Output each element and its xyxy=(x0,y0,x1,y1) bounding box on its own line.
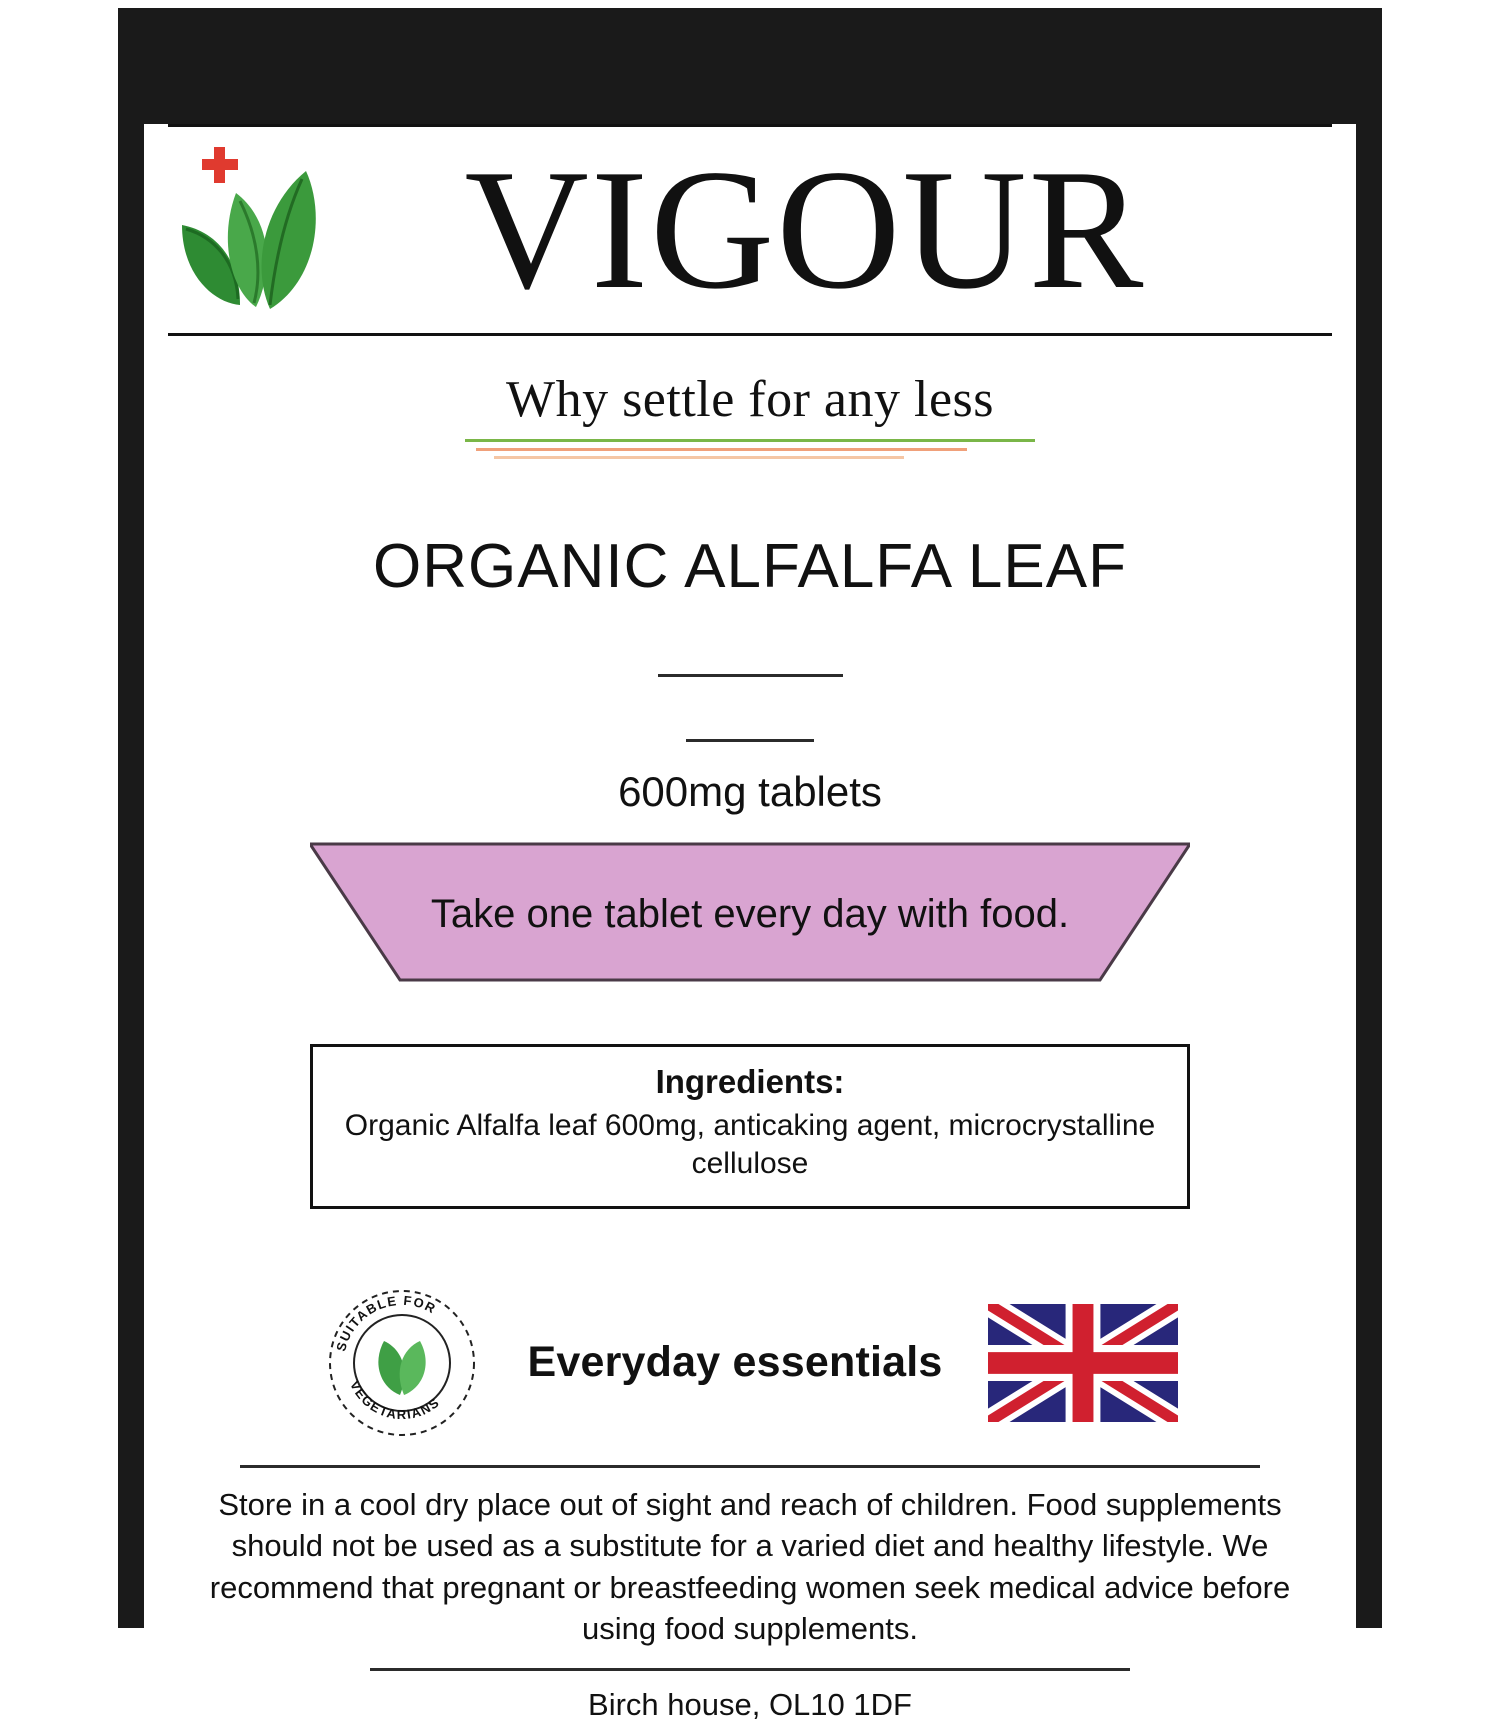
footer-rule-bottom xyxy=(370,1668,1130,1671)
svg-text:VEGETARIANS: VEGETARIANS xyxy=(346,1378,443,1422)
brand-block xyxy=(168,124,1332,336)
label-face xyxy=(144,124,1356,1722)
directions-wrap xyxy=(168,842,1332,982)
leaf-cross-logo-icon xyxy=(174,145,364,325)
label-border xyxy=(118,8,1382,1722)
brand-name: VIGOUR xyxy=(464,135,1146,325)
product-title: ORGANIC ALFALFA LEAF xyxy=(373,532,1127,601)
everyday-essentials-label: Everyday essentials xyxy=(527,1338,943,1387)
directions-banner xyxy=(310,842,1190,982)
tagline-rules xyxy=(465,439,1035,465)
ingredients-heading: Ingredients: xyxy=(655,1063,845,1100)
union-jack-flag-icon xyxy=(988,1304,1178,1422)
directions-text: Take one tablet every day with food. xyxy=(430,891,1070,936)
ingredients-box xyxy=(310,1044,1190,1209)
rule-orange-2 xyxy=(494,456,904,459)
svg-text:SUITABLE FOR: SUITABLE FOR xyxy=(332,1292,439,1353)
warning-text: Store in a cool dry place out of sight and reach of children. Food supplements should not be used as a substitute for a varied diet and healthy lifestyle. We recommend that pregnant or breastfeeding women seek medical advice before using food supplements. xyxy=(209,1486,1291,1647)
leaf-circle-icon xyxy=(322,1283,482,1443)
brand-tagline: Why settle for any less xyxy=(505,371,995,428)
ingredients-body: Organic Alfalfa leaf 600mg, anticaking agent, microcrystalline cellulose xyxy=(344,1109,1156,1181)
footer-rule-top xyxy=(240,1465,1260,1468)
rule-green xyxy=(465,439,1035,442)
divider-short xyxy=(686,739,814,742)
badges-row xyxy=(168,1283,1332,1443)
dose-text: 600mg tablets xyxy=(618,768,882,815)
divider-long xyxy=(658,674,843,677)
rule-orange-1 xyxy=(476,448,966,451)
address-text: Birch house, OL10 1DF xyxy=(588,1686,912,1722)
